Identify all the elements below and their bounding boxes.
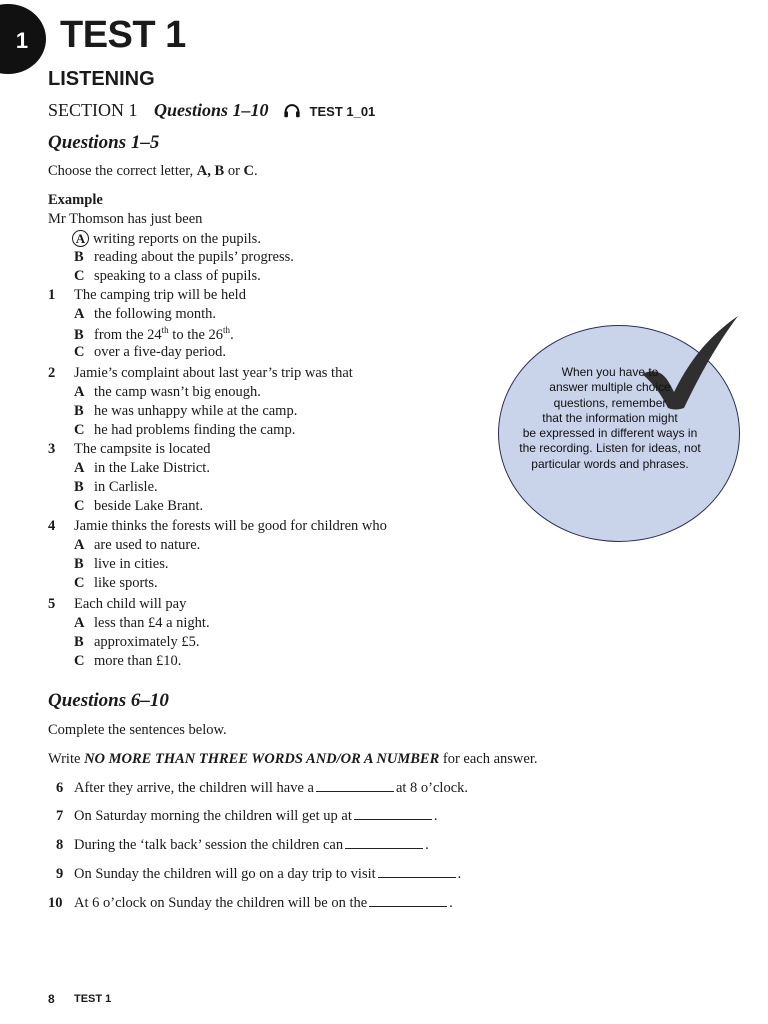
sentence-text: After they arrive, the children will have a [74, 780, 314, 796]
option-text: reading about the pupils’ progress. [94, 249, 294, 265]
tip-line: be expressed in different ways in [522, 426, 698, 441]
circled-answer-a: A [72, 230, 89, 247]
question-number-9: 9 [56, 866, 64, 882]
instruction-text: Write [48, 751, 85, 767]
option-text: the following month. [94, 306, 217, 322]
instruction-complete: Complete the sentences below. [48, 722, 227, 738]
option-letter: B [74, 634, 84, 650]
question-5-option-a[interactable] [74, 615, 210, 632]
option-letter: C [74, 498, 85, 514]
option-letter: C [74, 422, 85, 438]
sentence-text: . [425, 837, 429, 853]
sentence-text: During the ‘talk back’ session the children can [74, 837, 344, 853]
superscript: th [161, 325, 169, 335]
option-text: less than £4 a night. [94, 615, 210, 631]
option-text: beside Lake Brant. [94, 498, 204, 514]
section-label: SECTION 1 [48, 100, 138, 120]
question-1-option-a[interactable] [74, 306, 216, 323]
example-option-b [74, 249, 294, 266]
sentence-text: At 6 o’clock on Sunday the children will be on the [74, 895, 368, 911]
tip-line: questions, remember [553, 395, 667, 410]
question-4-option-c[interactable] [74, 575, 158, 592]
question-number-8: 8 [56, 837, 64, 853]
option-letter: B [74, 249, 84, 265]
tip-line: When you have to [561, 365, 659, 379]
option-text: to the 26 [168, 326, 224, 343]
page-number: 8 [48, 992, 55, 1006]
option-text: he had problems finding the camp. [94, 422, 296, 438]
instruction-letter-c: C [243, 163, 255, 179]
question-4-stem: Jamie thinks the forests will be good for children who [74, 518, 387, 534]
question-number-2: 2 [48, 365, 56, 381]
test-number: 1 [15, 28, 29, 53]
option-text: over a five-day period. [94, 344, 227, 360]
option-letter: B [74, 556, 84, 572]
question-number-4: 4 [48, 518, 56, 534]
option-text: in the Lake District. [94, 460, 210, 476]
option-text: in Carlisle. [94, 479, 158, 495]
superscript: th [223, 325, 231, 335]
question-5-option-c[interactable] [74, 653, 181, 670]
instruction-text: for each answer. [439, 751, 538, 767]
option-text: speaking to a class of pupils. [94, 268, 261, 284]
tip-line: the recording. Listen for ideas, not [519, 441, 701, 456]
tip-text [500, 365, 720, 472]
option-letter: C [74, 344, 85, 360]
question-10-sentence [74, 895, 453, 912]
option-letter: C [74, 268, 85, 284]
answer-blank-9[interactable] [378, 876, 456, 878]
instruction-choose-letter [48, 163, 258, 180]
question-3-stem: The campsite is located [74, 441, 211, 457]
option-text: more than £10. [94, 653, 182, 669]
tip-line: answer multiple choice [549, 380, 671, 395]
question-number-3: 3 [48, 441, 56, 457]
option-letter: C [74, 575, 85, 591]
option-letter: A [74, 306, 85, 322]
sentence-text: On Saturday morning the children will get up at [74, 808, 352, 824]
question-number-7: 7 [56, 808, 64, 824]
question-6-sentence [74, 780, 468, 797]
question-9-sentence [74, 866, 461, 883]
sentence-text: . [457, 866, 462, 882]
question-number-1: 1 [48, 287, 56, 303]
tip-line: that the information might [542, 410, 678, 425]
example-option-c [74, 268, 261, 285]
question-5-stem: Each child will pay [74, 596, 187, 612]
question-7-sentence [74, 808, 437, 825]
option-letter: A [74, 460, 85, 476]
option-text: he was unhappy while at the camp. [94, 403, 298, 419]
questions-6-10-heading: Questions 6–10 [48, 690, 169, 711]
headphones-icon [283, 103, 301, 118]
page-label: TEST 1 [74, 993, 112, 1005]
question-2-option-a[interactable] [74, 384, 261, 401]
instruction-emphasis: NO MORE THAN THREE WORDS AND/OR A NUMBER [84, 751, 440, 767]
question-2-option-b[interactable] [74, 403, 297, 420]
answer-blank-8[interactable] [345, 847, 423, 849]
question-3-option-c[interactable] [74, 498, 203, 515]
section-line [48, 100, 375, 121]
option-text: live in cities. [94, 556, 169, 572]
question-4-option-b[interactable] [74, 556, 169, 573]
question-range: Questions 1–10 [154, 100, 269, 120]
option-text: . [230, 326, 234, 343]
questions-1-5-heading: Questions 1–5 [48, 132, 160, 153]
example-stem: Mr Thomson has just been [48, 211, 203, 227]
question-8-sentence [74, 837, 429, 854]
listening-heading: LISTENING [48, 68, 155, 90]
answer-blank-7[interactable] [354, 818, 432, 820]
answer-blank-6[interactable] [316, 790, 394, 792]
option-text: from the 24 [94, 326, 162, 343]
audio-track-label: TEST 1_01 [309, 104, 376, 119]
question-3-option-a[interactable] [74, 460, 210, 477]
tip-line: particular words and phrases. [531, 456, 689, 471]
instruction-word-limit [48, 751, 538, 768]
option-text: are used to nature. [94, 537, 201, 553]
option-letter: A [74, 615, 85, 631]
question-1-option-b[interactable] [74, 325, 234, 344]
question-number-10: 10 [48, 895, 63, 911]
question-number-6: 6 [56, 780, 64, 796]
option-letter: B [74, 403, 84, 419]
option-text: like sports. [94, 575, 158, 591]
question-3-option-b[interactable] [74, 479, 158, 496]
example-option-a [74, 230, 261, 248]
instruction-letters: A, B [196, 163, 225, 179]
option-letter: C [74, 653, 85, 669]
test-title: TEST 1 [60, 14, 186, 56]
question-5-option-b[interactable] [74, 634, 200, 651]
option-text: approximately £5. [94, 634, 200, 650]
sentence-text: at 8 o’clock. [395, 780, 469, 796]
question-4-option-a[interactable] [74, 537, 200, 554]
option-text: writing reports on the pupils. [93, 231, 261, 247]
question-number-5: 5 [48, 596, 56, 612]
option-text: the camp wasn’t big enough. [94, 384, 261, 400]
option-letter: B [74, 326, 84, 343]
instruction-text: Choose the correct letter, [48, 163, 197, 179]
instruction-period: . [254, 163, 258, 179]
instruction-or: or [224, 163, 244, 179]
option-letter: A [74, 384, 85, 400]
sentence-text: . [433, 808, 438, 824]
sentence-text: . [449, 895, 453, 911]
example-label: Example [48, 192, 103, 208]
question-2-option-c[interactable] [74, 422, 295, 439]
question-2-stem: Jamie’s complaint about last year’s trip was that [74, 365, 353, 381]
option-letter: A [74, 537, 85, 553]
question-1-option-c[interactable] [74, 344, 226, 361]
question-1-stem: The camping trip will be held [74, 287, 246, 303]
sentence-text: On Sunday the children will go on a day trip to visit [74, 866, 376, 882]
answer-blank-10[interactable] [369, 905, 447, 907]
option-letter: B [74, 479, 84, 495]
